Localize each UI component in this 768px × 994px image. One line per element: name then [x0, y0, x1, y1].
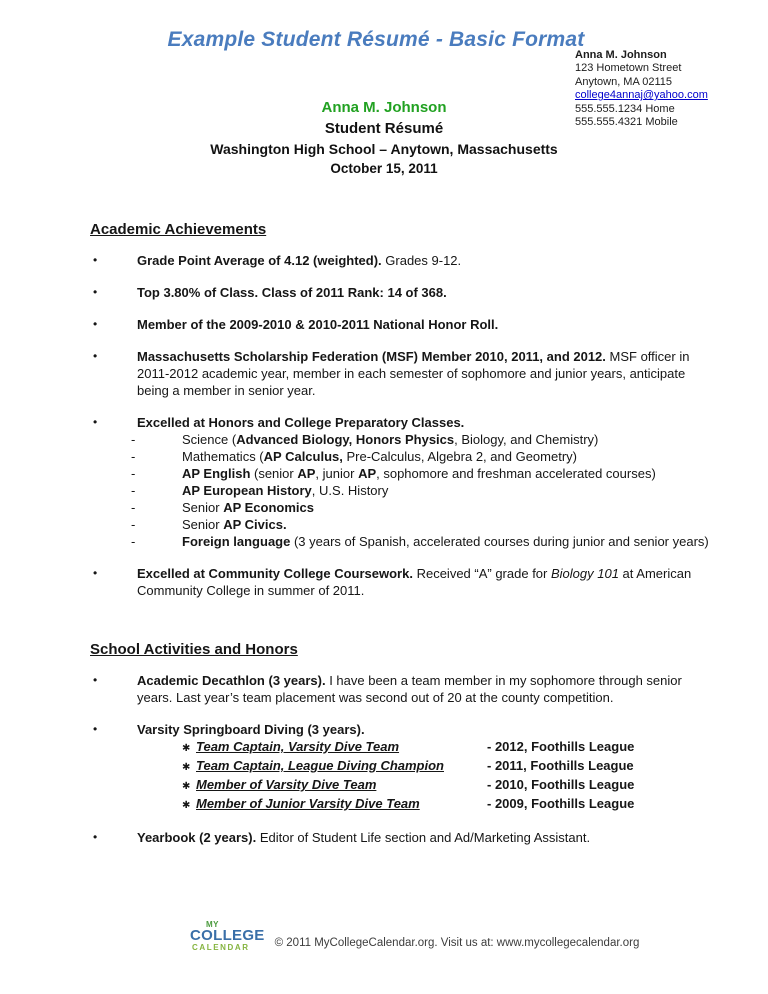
- course-sub-text: [182, 431, 712, 448]
- text-segment: AP English: [182, 466, 251, 481]
- honor-year: - 2009, Foothills League: [487, 796, 635, 811]
- contact-phone-home: 555.555.1234 Home: [575, 102, 675, 115]
- contact-city: Anytown, MA 02115: [575, 75, 673, 88]
- star-bullet-icon: ✱: [182, 800, 191, 811]
- bullet-icon: •: [93, 317, 98, 331]
- course-sub-list: [129, 431, 712, 550]
- bullet-line: [137, 284, 712, 301]
- logo-college-text: COLLEGE: [190, 927, 265, 944]
- text-segment: I have been a team member in my sophomore through senior years. Last year’s team placement was second out of 20 at the county competition.: [137, 673, 682, 705]
- text-segment: Foreign language: [182, 534, 291, 549]
- course-sub-item: [129, 533, 712, 550]
- course-sub-text: [182, 499, 712, 516]
- bullet-line: [137, 348, 712, 399]
- bullet-line: [137, 565, 712, 599]
- logo-calendar-text: CALENDAR: [192, 943, 250, 952]
- bullet-text: [137, 284, 712, 301]
- text-segment: (senior: [250, 466, 298, 481]
- bullet-item: [90, 829, 712, 846]
- honor-title: Member of Junior Varsity Dive Team: [196, 796, 420, 811]
- mycollegecalendar-logo: [190, 921, 265, 952]
- text-segment: Massachusetts Scholarship Federation (MSF) Member 2010, 2011, and 2012.: [137, 349, 606, 364]
- course-sub-item: [129, 448, 712, 465]
- text-segment: Pre-Calculus, Algebra 2, and Geometry): [342, 449, 577, 464]
- section-heading: Academic Achievements: [90, 221, 267, 238]
- bullet-item: [90, 284, 712, 301]
- honor-title: Team Captain, League Diving Champion: [196, 758, 444, 773]
- bullet-line: [137, 316, 712, 333]
- dash-icon: -: [131, 534, 136, 549]
- bullet-text: [137, 829, 712, 846]
- diving-honors-list: [182, 738, 712, 814]
- dash-icon: -: [131, 466, 136, 481]
- school-line: Washington High School – Anytown, Massachusetts: [210, 141, 558, 157]
- course-sub-item: [129, 516, 712, 533]
- course-sub-item: [129, 499, 712, 516]
- dash-icon: -: [131, 483, 136, 498]
- text-segment: Editor of Student Life section and Ad/Marketing Assistant.: [256, 830, 591, 845]
- text-segment: Senior: [182, 500, 224, 515]
- page-title: Example Student Résumé - Basic Format: [167, 28, 585, 51]
- bullet-line: [137, 414, 712, 431]
- course-sub-text: [182, 448, 712, 465]
- bullet-line: [137, 829, 712, 846]
- bullet-text: [137, 721, 712, 814]
- bullet-item: [90, 672, 712, 706]
- bullet-list: [90, 252, 712, 599]
- bullet-item: [90, 348, 712, 399]
- bullet-item: [90, 252, 712, 269]
- text-segment: AP: [358, 466, 377, 481]
- diving-honor-row: [182, 795, 712, 814]
- diving-honor-row: [182, 776, 712, 795]
- text-segment: Advanced Biology, Honors Physics: [236, 432, 455, 447]
- bullet-item: [90, 565, 712, 599]
- resume-subtitle: Student Résumé: [324, 120, 444, 137]
- bullet-icon: •: [93, 253, 98, 267]
- bullet-icon: •: [93, 722, 98, 736]
- bullet-line: [137, 252, 712, 269]
- text-segment: AP Civics.: [223, 517, 287, 532]
- bullet-text: [137, 672, 712, 706]
- star-bullet-icon: ✱: [182, 743, 191, 754]
- text-segment: MSF officer in 2011-2012 academic year, member in each semester of sophomore and junior years, anticipate being a member in senior year.: [137, 349, 690, 398]
- copyright-text: © 2011 MyCollegeCalendar.org. Visit us at: www.mycollegecalendar.org: [274, 937, 640, 949]
- course-sub-text: [182, 465, 712, 482]
- bullet-icon: •: [93, 830, 98, 844]
- email-link[interactable]: college4annaj@yahoo.com: [575, 89, 708, 102]
- course-sub-item: [129, 482, 712, 499]
- bullet-text: [137, 252, 712, 269]
- honor-year: - 2010, Foothills League: [487, 777, 635, 792]
- text-segment: AP: [297, 466, 316, 481]
- bullet-item: [90, 414, 712, 550]
- bullet-item: [90, 316, 712, 333]
- contact-street: 123 Hometown Street: [575, 62, 682, 75]
- text-segment: AP Calculus,: [263, 449, 343, 464]
- contact-block: [575, 49, 708, 129]
- bullet-text: [137, 348, 712, 399]
- bullet-item: [90, 721, 712, 814]
- text-segment: AP European History: [182, 483, 312, 498]
- student-name: Anna M. Johnson: [321, 99, 447, 116]
- text-segment: , U.S. History: [311, 483, 389, 498]
- bullet-icon: •: [93, 285, 98, 299]
- section-heading: School Activities and Honors: [90, 641, 298, 658]
- text-segment: Science (: [182, 432, 237, 447]
- text-segment: Excelled at Community College Coursework.: [137, 566, 413, 581]
- text-segment: Excelled at Honors and College Preparatory Classes.: [137, 415, 465, 430]
- text-segment: Senior: [182, 517, 224, 532]
- star-bullet-icon: ✱: [182, 762, 191, 773]
- text-segment: Biology 101: [550, 566, 619, 581]
- text-segment: Grade Point Average of 4.12 (weighted).: [137, 253, 382, 268]
- bullet-text: [137, 316, 712, 333]
- text-segment: Varsity Springboard Diving (3 years).: [137, 722, 365, 737]
- text-segment: AP Economics: [223, 500, 314, 515]
- dash-icon: -: [131, 517, 136, 532]
- dash-icon: -: [131, 449, 136, 464]
- bullet-line: [137, 721, 712, 738]
- course-sub-item: [129, 431, 712, 448]
- text-segment: Member of the 2009-2010 & 2010-2011 National Honor Roll.: [137, 317, 499, 332]
- text-segment: , Biology, and Chemistry): [454, 432, 599, 447]
- bullet-icon: •: [93, 673, 98, 687]
- resume-sections: [90, 221, 712, 846]
- bullet-icon: •: [93, 566, 98, 580]
- text-segment: Received “A” grade for: [412, 566, 551, 581]
- course-sub-item: [129, 465, 712, 482]
- text-segment: , sophomore and freshman accelerated courses): [376, 466, 656, 481]
- bullet-icon: •: [93, 415, 98, 429]
- course-sub-text: [182, 482, 712, 499]
- logo-my-text: MY: [206, 920, 219, 929]
- contact-phone-mobile: 555.555.4321 Mobile: [575, 116, 678, 129]
- course-sub-text: [182, 533, 712, 550]
- text-segment: Academic Decathlon (3 years).: [137, 673, 326, 688]
- text-segment: Grades 9-12.: [381, 253, 462, 268]
- bullet-icon: •: [93, 349, 98, 363]
- dash-icon: -: [131, 432, 136, 447]
- text-segment: Top 3.80% of Class. Class of 2011 Rank: 14 of 368.: [137, 285, 447, 300]
- resume-date: October 15, 2011: [330, 161, 438, 176]
- bullet-list: [90, 672, 712, 846]
- dash-icon: -: [131, 500, 136, 515]
- bullet-text: [137, 565, 712, 599]
- course-sub-text: [182, 516, 712, 533]
- diving-honor-row: [182, 738, 712, 757]
- bullet-text: [131, 414, 712, 550]
- text-segment: Yearbook (2 years).: [137, 830, 257, 845]
- diving-honor-row: [182, 757, 712, 776]
- honor-title: Member of Varsity Dive Team: [196, 777, 377, 792]
- honor-title: Team Captain, Varsity Dive Team: [196, 739, 400, 754]
- honor-year: - 2011, Foothills League: [487, 758, 634, 773]
- page-footer: [190, 921, 639, 952]
- text-segment: (3 years of Spanish, accelerated courses during junior and senior years): [290, 534, 709, 549]
- text-segment: , junior: [315, 466, 359, 481]
- text-segment: Mathematics (: [182, 449, 264, 464]
- bullet-line: [137, 672, 712, 706]
- honor-year: - 2012, Foothills League: [487, 739, 635, 754]
- text-segment: at American Community College in summer of 2011.: [137, 566, 692, 598]
- contact-name: Anna M. Johnson: [575, 49, 667, 61]
- star-bullet-icon: ✱: [182, 781, 191, 792]
